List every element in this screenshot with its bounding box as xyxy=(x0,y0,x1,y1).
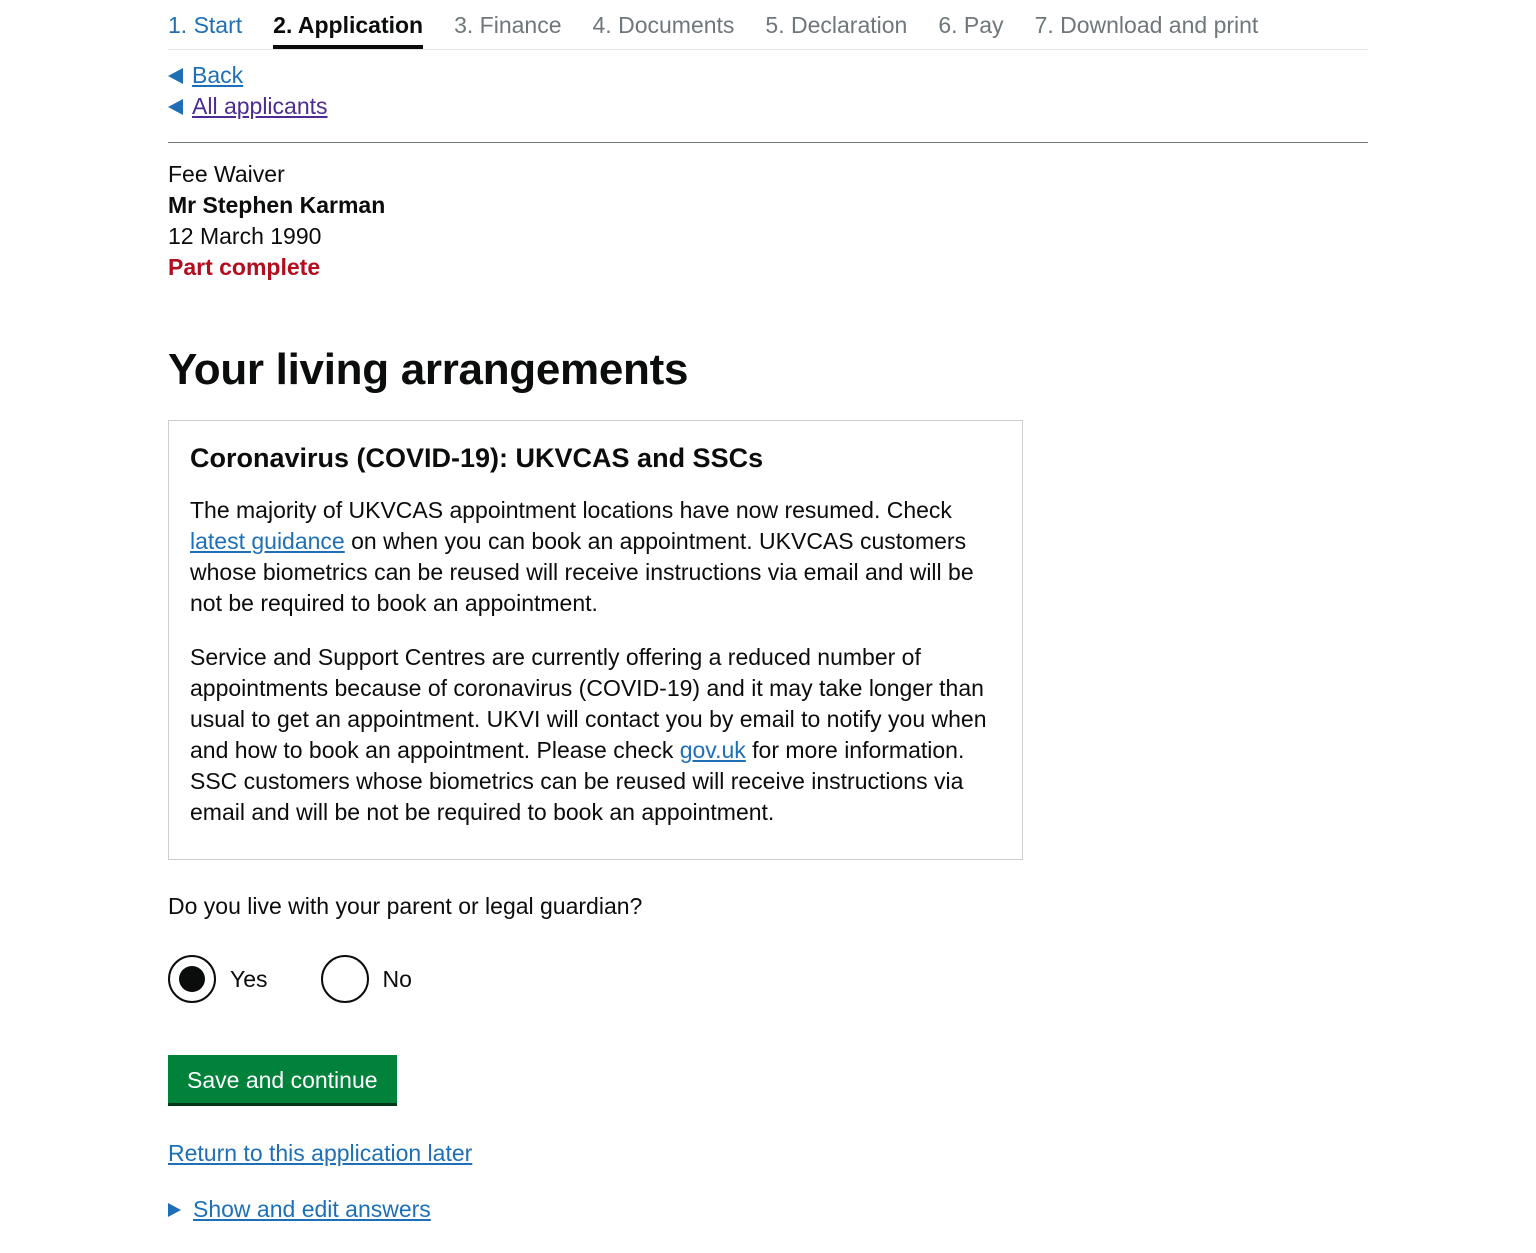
return-later-link[interactable]: Return to this application later xyxy=(168,1140,473,1166)
step-download-print: 7. Download and print xyxy=(1034,12,1259,38)
application-type: Fee Waiver xyxy=(168,161,285,187)
notice-text: on when you can book an appointment. UKVCAS customers whose biometrics can be reused will receive instructions via email and will be not be required to book an appointment. xyxy=(190,528,974,616)
step-documents: 4. Documents xyxy=(592,12,735,38)
notice-text: for more information. SSC customers whose biometrics can be reused will receive instructions via email and will be not be required to book an appointment. xyxy=(190,737,965,825)
radio-yes-input[interactable] xyxy=(168,955,216,1003)
step-declaration: 5. Declaration xyxy=(765,12,908,38)
covid-notice xyxy=(168,420,1023,860)
radio-no[interactable] xyxy=(321,955,412,1003)
back-links xyxy=(168,50,1368,143)
gov-uk-link[interactable]: gov.uk xyxy=(679,737,746,763)
step-application: 2. Application xyxy=(273,0,423,49)
step-finance: 3. Finance xyxy=(454,12,562,38)
notice-text: The majority of UKVCAS appointment locations have now resumed. Check xyxy=(190,497,952,523)
applicant-name: Mr Stephen Karman xyxy=(168,192,386,218)
radio-no-input[interactable] xyxy=(321,955,369,1003)
all-applicants-link[interactable] xyxy=(168,91,1368,122)
page-title: Your living arrangements xyxy=(168,345,689,394)
back-arrow-icon xyxy=(168,99,183,115)
applicant-summary xyxy=(168,143,1368,283)
show-edit-answers-toggle[interactable] xyxy=(168,1194,1368,1225)
radio-no-label: No xyxy=(382,965,412,992)
expand-triangle-icon xyxy=(168,1203,181,1217)
show-edit-answers-label: Show and edit answers xyxy=(193,1196,431,1222)
applicant-dob: 12 March 1990 xyxy=(168,223,322,249)
save-and-continue-button[interactable]: Save and continue xyxy=(168,1055,397,1103)
back-link[interactable] xyxy=(168,60,1368,91)
step-navigation xyxy=(168,0,1368,50)
back-arrow-icon xyxy=(168,68,183,84)
notice-paragraph-1 xyxy=(190,495,1001,619)
back-link-label: Back xyxy=(192,62,244,88)
step-start[interactable]: 1. Start xyxy=(168,12,243,38)
latest-guidance-link[interactable]: latest guidance xyxy=(190,528,345,554)
radio-yes[interactable] xyxy=(168,955,268,1003)
radio-group xyxy=(168,955,1368,1003)
notice-title: Coronavirus (COVID-19): UKVCAS and SSCs xyxy=(190,443,764,473)
main-container xyxy=(168,0,1368,1225)
step-pay: 6. Pay xyxy=(938,12,1004,38)
status-badge: Part complete xyxy=(168,254,321,280)
notice-text: Service and Support Centres are currently offering a reduced number of appointments because of coronavirus (COVID-19) and it may take longer than usual to get an appointment. UKVI will contact you by email to notify you when and how to book an appointment. Please check xyxy=(190,644,987,763)
all-applicants-label: All applicants xyxy=(192,93,328,119)
notice-paragraph-2 xyxy=(190,642,1001,828)
question-label: Do you live with your parent or legal guardian? xyxy=(168,893,643,919)
radio-yes-label: Yes xyxy=(230,965,268,992)
